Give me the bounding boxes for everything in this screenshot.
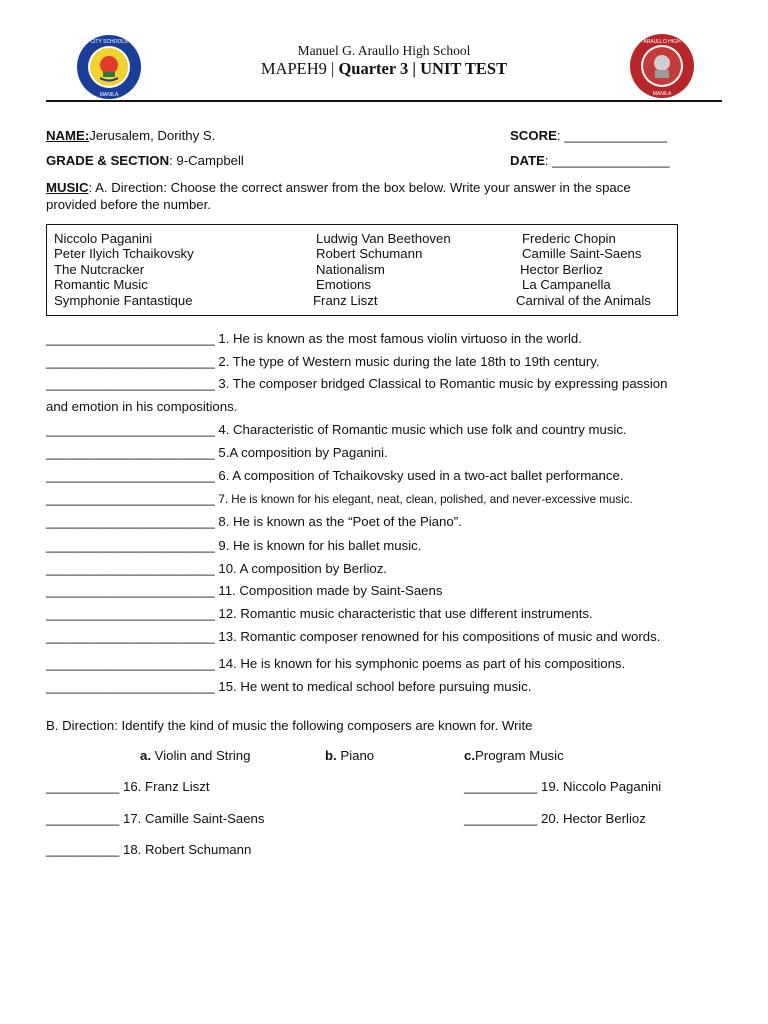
- score-label: SCORE: [510, 128, 557, 143]
- question-text: 1. He is known as the most famous violin virtuoso in the world.: [218, 331, 582, 346]
- test-title: [0, 59, 768, 79]
- question-20: [464, 811, 646, 826]
- svg-text:MANILA: MANILA: [99, 92, 119, 98]
- option-b-text: Piano: [336, 748, 375, 763]
- svg-text:CITY SCHOOLS: CITY SCHOOLS: [90, 39, 128, 45]
- question-3: [46, 376, 667, 391]
- question-text: 17. Camille Saint-Saens: [123, 811, 265, 826]
- option-a-text: Violin and String: [151, 748, 251, 763]
- direction-line-1: : A. Direction: Choose the correct answer from the box below. Write your answer in the space: [88, 180, 631, 195]
- answer-blank[interactable]: _______________________: [46, 679, 215, 694]
- choice-item: Symphonie Fantastique: [54, 292, 193, 308]
- answer-blank[interactable]: _______________________: [46, 538, 215, 553]
- question-text: 20. Hector Berlioz: [541, 811, 646, 826]
- choice-item: The Nutcracker: [54, 261, 145, 277]
- music-label: MUSIC: [46, 180, 89, 195]
- question-10: [46, 561, 387, 576]
- answer-blank[interactable]: __________: [46, 779, 120, 794]
- choice-item: Hector Berlioz: [520, 261, 603, 277]
- question-text: 10. A composition by Berlioz.: [218, 561, 387, 576]
- grade-value: : 9-Campbell: [169, 153, 244, 168]
- choices-column-3: [516, 231, 651, 308]
- question-text: 6. A composition of Tchaikovsky used in a two-act ballet performance.: [218, 468, 624, 483]
- choice-item: Camille Saint-Saens: [522, 246, 642, 262]
- title-prefix: MAPEH9 |: [260, 59, 339, 78]
- choice-item: Ludwig Van Beethoven: [316, 231, 451, 246]
- question-text: 12. Romantic music characteristic that use different instruments.: [218, 606, 593, 621]
- question-text: 14. He is known for his symphonic poems as part of his compositions.: [218, 656, 626, 671]
- choice-item: Niccolo Paganini: [54, 231, 153, 246]
- grade-label: GRADE & SECTION: [46, 153, 170, 168]
- part-b-direction: B. Direction: Identify the kind of music the following composers are known for. Write: [46, 718, 533, 733]
- question-9: [46, 538, 421, 553]
- answer-blank[interactable]: _______________________: [46, 491, 215, 506]
- answer-blank[interactable]: _______________________: [46, 514, 215, 529]
- answer-blank[interactable]: _______________________: [46, 422, 215, 437]
- answer-blank[interactable]: _______________________: [46, 583, 215, 598]
- choice-item: La Campanella: [522, 277, 611, 293]
- score-line: [510, 128, 667, 143]
- question-text: 8. He is known as the “Poet of the Piano”.: [218, 514, 462, 529]
- title-bold: Quarter 3 | UNIT TEST: [338, 59, 508, 78]
- question-text: 4. Characteristic of Romantic music which use folk and country music.: [218, 422, 627, 437]
- question-text: 13. Romantic composer renowned for his compositions of music and words.: [218, 629, 661, 644]
- question-19: [464, 779, 661, 794]
- question-8: [46, 514, 462, 529]
- question-text: 7. He is known for his elegant, neat, clean, polished, and never-excessive music.: [218, 493, 633, 506]
- choice-item: Nationalism: [316, 261, 385, 277]
- question-text: 15. He went to medical school before pursuing music.: [218, 679, 532, 694]
- name-value: Jerusalem, Dorithy S.: [89, 128, 216, 143]
- option-b-letter: b.: [325, 748, 337, 763]
- choice-item: Franz Liszt: [313, 292, 378, 308]
- answer-blank[interactable]: _______________________: [46, 561, 215, 576]
- option-b: [325, 748, 374, 763]
- choices-column-1: [54, 231, 194, 308]
- choice-item: Emotions: [316, 277, 371, 293]
- option-c-letter: c.: [464, 748, 475, 763]
- question-6: [46, 468, 624, 483]
- question-1: [46, 331, 582, 346]
- answer-blank[interactable]: __________: [464, 811, 538, 826]
- date-line: [510, 153, 670, 168]
- choices-column-2: [313, 231, 451, 308]
- question-13: [46, 629, 660, 644]
- option-c-text: Program Music: [475, 748, 564, 763]
- question-text: 11. Composition made by Saint-Saens: [218, 583, 443, 598]
- question-text: 16. Franz Liszt: [123, 779, 210, 794]
- answer-blank[interactable]: _______________________: [46, 354, 215, 369]
- question-18: [46, 842, 251, 857]
- choice-item: Robert Schumann: [316, 246, 423, 262]
- choices-box: [46, 224, 678, 316]
- question-7: [46, 491, 633, 506]
- svg-text:ARAULLO HIGH: ARAULLO HIGH: [643, 39, 681, 45]
- answer-blank[interactable]: _______________________: [46, 656, 215, 671]
- score-value: : ______________: [556, 128, 667, 143]
- question-2: [46, 354, 600, 369]
- choice-item: Frederic Chopin: [522, 231, 616, 246]
- question-14: [46, 656, 625, 671]
- question-text: 19. Niccolo Paganini: [541, 779, 662, 794]
- name-label: NAME:: [46, 128, 90, 143]
- answer-blank[interactable]: __________: [464, 779, 538, 794]
- question-16: [46, 779, 210, 794]
- answer-blank[interactable]: _______________________: [46, 376, 215, 391]
- school-name: Manuel G. Araullo High School: [297, 43, 471, 58]
- question-5: [46, 445, 388, 460]
- date-label: DATE: [510, 153, 545, 168]
- choice-item: Romantic Music: [54, 277, 148, 293]
- name-line: [46, 128, 215, 143]
- answer-blank[interactable]: _______________________: [46, 629, 215, 644]
- question-text: 18. Robert Schumann: [123, 842, 252, 857]
- question-4: [46, 422, 627, 437]
- option-a-letter: a.: [140, 748, 151, 763]
- part-a-direction: [46, 180, 631, 195]
- answer-blank[interactable]: _______________________: [46, 445, 215, 460]
- choice-item: Peter Ilyich Tchaikovsky: [54, 246, 194, 262]
- direction-line-2: provided before the number.: [46, 197, 211, 212]
- question-text: 3. The composer bridged Classical to Romantic music by expressing passion: [218, 376, 668, 391]
- question-15: [46, 679, 531, 694]
- svg-text:MANILA: MANILA: [652, 91, 672, 97]
- answer-blank[interactable]: _______________________: [46, 606, 215, 621]
- question-17: [46, 811, 265, 826]
- choice-item: Carnival of the Animals: [516, 292, 651, 308]
- option-c: [464, 748, 564, 763]
- question-text: 9. He is known for his ballet music.: [218, 538, 422, 553]
- question-text: 2. The type of Western music during the late 18th to 19th century.: [218, 354, 600, 369]
- option-a: [140, 748, 250, 763]
- question-3-continuation: and emotion in his compositions.: [46, 399, 238, 414]
- answer-blank[interactable]: __________: [46, 811, 120, 826]
- answer-blank[interactable]: _______________________: [46, 331, 215, 346]
- header-divider: [46, 100, 722, 102]
- question-text: 5.A composition by Paganini.: [218, 445, 388, 460]
- question-12: [46, 606, 593, 621]
- question-11: [46, 583, 442, 598]
- date-value: : ________________: [544, 153, 670, 168]
- answer-blank[interactable]: __________: [46, 842, 120, 857]
- grade-line: [46, 153, 244, 168]
- answer-blank[interactable]: _______________________: [46, 468, 215, 483]
